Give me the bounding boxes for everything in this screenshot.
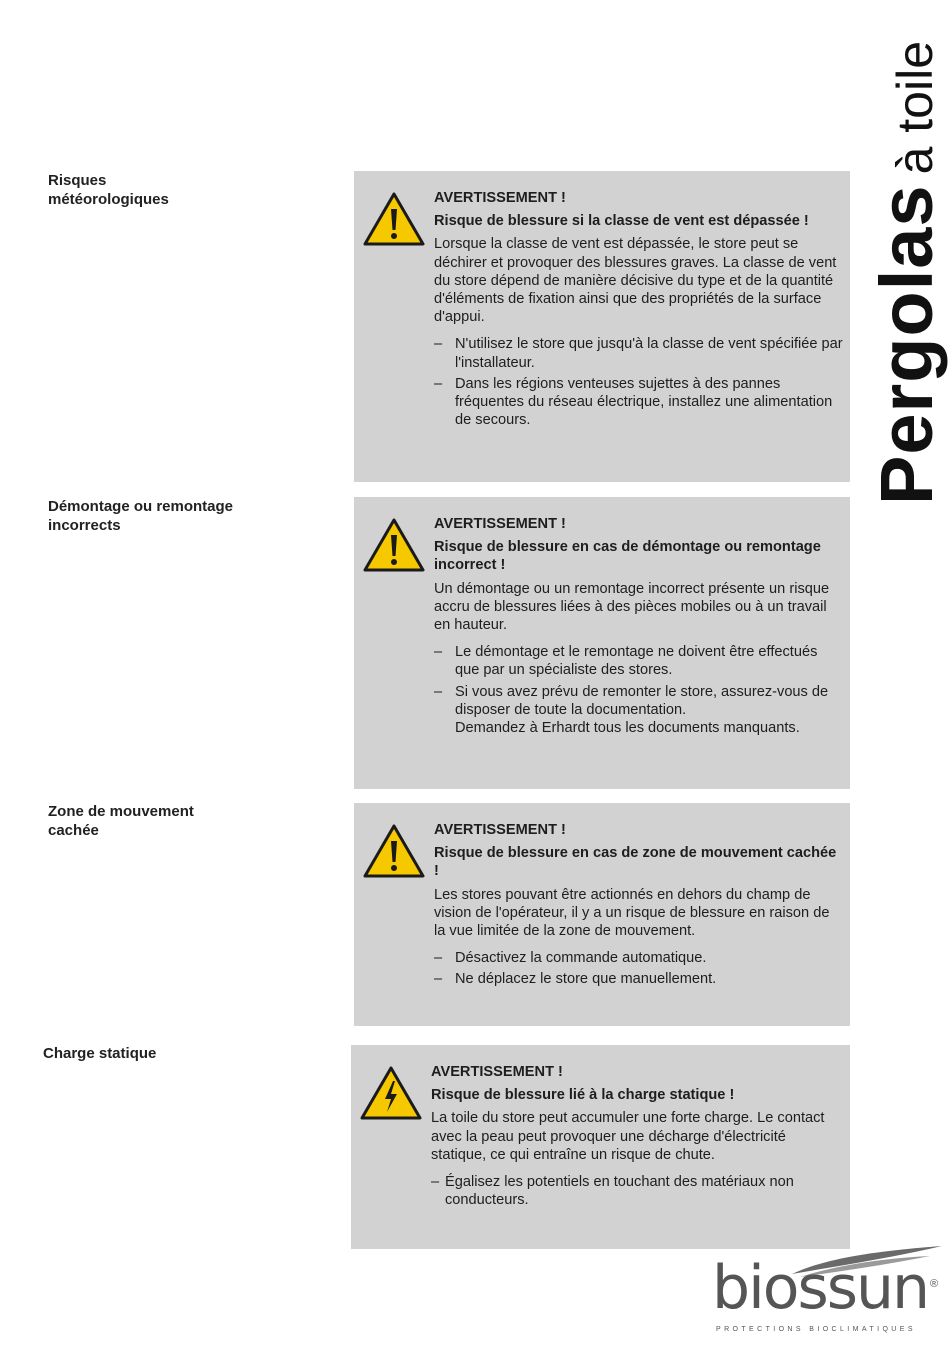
warning-body: Les stores pouvant être actionnés en dehors du champ de vision de l'opérateur, il y a un risque de blessure en raison de la vue limitée de la zone de mouvement.	[434, 886, 830, 940]
section-label-dismantling: Démontage ou remontage incorrects	[48, 498, 234, 534]
list-item: – N'utilisez le store que jusqu'à la classe de vent spécifiée par l'installateur.	[434, 335, 844, 371]
instruction-list	[434, 643, 844, 737]
logo-registered-mark: ®	[930, 1278, 939, 1290]
warning-subtitle: Risque de blessure en cas de démontage ou remontage incorrect !	[434, 539, 821, 574]
warning-subtitle: Risque de blessure si la classe de vent est dépassée !	[434, 213, 809, 230]
warning-title: AVERTISSEMENT !	[434, 822, 566, 838]
warning-box-weather	[354, 171, 850, 482]
list-item-text: Le démontage et le remontage ne doivent être effectués que par un spécialiste des stores.	[455, 644, 818, 679]
side-title-bold: Pergolas	[865, 184, 948, 505]
section-label-hidden-zone: Zone de mouvement cachée	[48, 803, 194, 839]
warning-body: La toile du store peut accumuler une forte charge. Le contact avec la peau peut provoquer une décharge d'électricité statique, ce qui entraîne un risque de chute.	[431, 1110, 825, 1163]
list-item	[434, 683, 844, 738]
warning-exclamation-icon	[362, 823, 426, 879]
logo-tagline: PROTECTIONS BIOCLIMATIQUES	[716, 1326, 916, 1333]
list-item	[434, 643, 844, 679]
warning-subtitle: Risque de blessure lié à la charge statique !	[431, 1087, 735, 1104]
list-item-text: Si vous avez prévu de remonter le store, assurez-vous de disposer de toute la documentation.	[455, 683, 829, 718]
logo-wordmark: biossun	[712, 1253, 929, 1323]
warning-electric-icon	[359, 1065, 423, 1121]
instruction-list	[434, 949, 844, 988]
biossun-logo	[712, 1244, 944, 1339]
warning-exclamation-icon	[362, 191, 426, 247]
warning-box-dismantling	[354, 497, 850, 789]
warning-body: Un démontage ou un remontage incorrect présente un risque accru de blessures liées à des pièces mobiles ou à un travail en hauteur.	[434, 580, 830, 634]
warning-title: AVERTISSEMENT !	[434, 190, 566, 206]
list-item: – Égalisez les potentiels en touchant des matériaux non conducteurs.	[431, 1173, 844, 1209]
warning-box-hidden-zone	[354, 803, 850, 1026]
instruction-list	[431, 1173, 844, 1209]
warning-subtitle: Risque de blessure en cas de zone de mouvement cachée !	[434, 845, 837, 880]
warning-title: AVERTISSEMENT !	[431, 1064, 563, 1080]
warning-title: AVERTISSEMENT !	[434, 516, 566, 532]
section-label-weather: Risques météorologiques	[48, 172, 169, 208]
warning-exclamation-icon	[362, 517, 426, 573]
warning-body: Lorsque la classe de vent est dépassée, le store peut se déchirer et provoquer des blessures graves. La classe de vent du store dépend de manière décisive du type et de la quantité d'éléments de fixation ainsi que des propriétés de la surface d'appui.	[434, 236, 837, 326]
section-label-static-charge: Charge statique	[43, 1045, 157, 1062]
side-title	[865, 40, 948, 505]
list-item: – Dans les régions venteuses sujettes à des pannes fréquentes du réseau électrique, installez une alimentation de secours.	[434, 375, 844, 430]
warning-box-static-charge	[351, 1045, 850, 1249]
side-title-light: à toile	[887, 40, 943, 175]
list-item: – Ne déplacez le store que manuellement.	[434, 970, 844, 988]
list-item: – Désactivez la commande automatique.	[434, 949, 844, 967]
instruction-list	[434, 335, 844, 429]
list-item-extra: Demandez à Erhardt tous les documents manquants.	[455, 720, 800, 737]
